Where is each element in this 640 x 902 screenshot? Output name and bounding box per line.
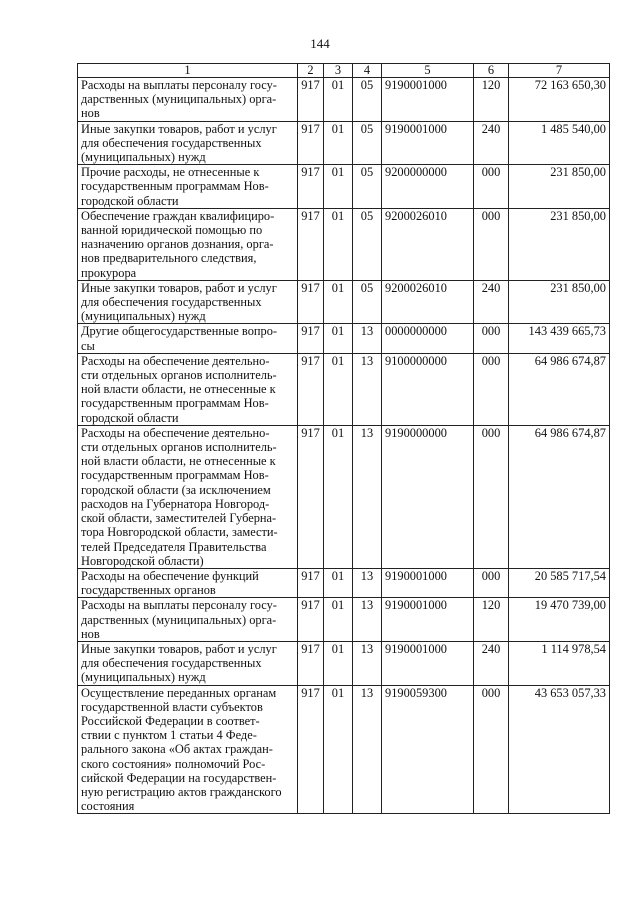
grbs-code-cell: 917 [298,641,324,685]
target-article-cell: 9200026010 [382,280,474,324]
expense-type-cell: 000 [474,353,509,425]
expense-type-cell: 000 [474,324,509,353]
table-row [78,324,610,353]
expense-type-cell: 240 [474,121,509,165]
amount-cell: 143 439 665,73 [509,324,610,353]
amount-cell: 1 485 540,00 [509,121,610,165]
grbs-code-cell: 917 [298,165,324,209]
subsection-code-cell: 05 [353,165,382,209]
subsection-code-cell: 13 [353,598,382,642]
section-code-cell: 01 [324,425,353,568]
section-code-cell: 01 [324,324,353,353]
grbs-code-cell: 917 [298,208,324,280]
amount-cell: 64 986 674,87 [509,425,610,568]
header-col-2: 2 [298,64,324,78]
header-col-7: 7 [509,64,610,78]
subsection-code-cell: 13 [353,353,382,425]
target-article-cell: 9200000000 [382,165,474,209]
amount-cell: 231 850,00 [509,280,610,324]
header-col-5: 5 [382,64,474,78]
expense-type-cell: 000 [474,425,509,568]
target-article-cell: 0000000000 [382,324,474,353]
target-article-cell: 9190000000 [382,425,474,568]
item-name-cell: Расходы на выплаты персоналу госу- дарственных (муниципальных) орга- нов [78,598,298,642]
table-row [78,641,610,685]
header-col-1: 1 [78,64,298,78]
table-row [78,425,610,568]
table-row [78,208,610,280]
item-name-cell: Иные закупки товаров, работ и услуг для обеспечения государственных (муниципальных) нужд [78,641,298,685]
item-name-cell: Расходы на обеспечение деятельно- сти отдельных органов исполнитель- ной власти области, не отнесенные к государственным программам Нов- городской области (за исключением расходов на Губернатора Новгород- ской области, заместителей Губерна- тора Новгородской области, замести- телей Председателя Правительства Новгородской области) [78,425,298,568]
grbs-code-cell: 917 [298,121,324,165]
amount-cell: 19 470 739,00 [509,598,610,642]
expense-type-cell: 120 [474,598,509,642]
item-name-cell: Расходы на обеспечение функций государственных органов [78,568,298,597]
expense-type-cell: 240 [474,280,509,324]
amount-cell: 231 850,00 [509,208,610,280]
item-name-cell: Расходы на обеспечение деятельно- сти отдельных органов исполнитель- ной власти области, не отнесенные к государственным программам Нов- городской области [78,353,298,425]
subsection-code-cell: 05 [353,121,382,165]
grbs-code-cell: 917 [298,685,324,814]
amount-cell: 231 850,00 [509,165,610,209]
item-name-cell: Осуществление переданных органам государственной власти субъектов Российской Федерации в соответ- ствии с пунктом 1 статьи 4 Феде- рального закона «Об актах граждан- ского состояния» полномочий Рос- сийской Федерации на государствен- ную регистрацию актов гражданского состояния [78,685,298,814]
table-row [78,353,610,425]
subsection-code-cell: 13 [353,425,382,568]
section-code-cell: 01 [324,280,353,324]
subsection-code-cell: 05 [353,208,382,280]
item-name-cell: Расходы на выплаты персоналу госу- дарственных (муниципальных) орга- нов [78,78,298,122]
amount-cell: 1 114 978,54 [509,641,610,685]
budget-table [77,63,610,814]
subsection-code-cell: 13 [353,685,382,814]
section-code-cell: 01 [324,208,353,280]
target-article-cell: 9190001000 [382,568,474,597]
table-row [78,568,610,597]
expense-type-cell: 120 [474,78,509,122]
section-code-cell: 01 [324,353,353,425]
item-name-cell: Обеспечение граждан квалифициро- ванной юридической помощью по назначению органов дознания, орга- нов предварительного следствия, прокурора [78,208,298,280]
amount-cell: 20 585 717,54 [509,568,610,597]
header-col-4: 4 [353,64,382,78]
amount-cell: 64 986 674,87 [509,353,610,425]
subsection-code-cell: 05 [353,280,382,324]
grbs-code-cell: 917 [298,353,324,425]
table-row [78,280,610,324]
grbs-code-cell: 917 [298,324,324,353]
target-article-cell: 9190001000 [382,121,474,165]
item-name-cell: Иные закупки товаров, работ и услуг для обеспечения государственных (муниципальных) нужд [78,121,298,165]
item-name-cell: Другие общегосударственные вопро- сы [78,324,298,353]
grbs-code-cell: 917 [298,598,324,642]
expense-type-cell: 000 [474,568,509,597]
item-name-cell: Иные закупки товаров, работ и услуг для обеспечения государственных (муниципальных) нужд [78,280,298,324]
subsection-code-cell: 13 [353,641,382,685]
amount-cell: 43 653 057,33 [509,685,610,814]
target-article-cell: 9200026010 [382,208,474,280]
table-row [78,121,610,165]
table-row [78,165,610,209]
page-number: 144 [310,36,330,51]
section-code-cell: 01 [324,78,353,122]
expense-type-cell: 000 [474,208,509,280]
grbs-code-cell: 917 [298,78,324,122]
table-row [78,685,610,814]
item-name-cell: Прочие расходы, не отнесенные к государственным программам Нов- городской области [78,165,298,209]
expense-type-cell: 000 [474,685,509,814]
subsection-code-cell: 13 [353,568,382,597]
expense-type-cell: 000 [474,165,509,209]
subsection-code-cell: 05 [353,78,382,122]
grbs-code-cell: 917 [298,280,324,324]
grbs-code-cell: 917 [298,568,324,597]
section-code-cell: 01 [324,165,353,209]
grbs-code-cell: 917 [298,425,324,568]
amount-cell: 72 163 650,30 [509,78,610,122]
target-article-cell: 9190001000 [382,598,474,642]
section-code-cell: 01 [324,568,353,597]
subsection-code-cell: 13 [353,324,382,353]
section-code-cell: 01 [324,685,353,814]
table-row [78,598,610,642]
header-col-3: 3 [324,64,353,78]
section-code-cell: 01 [324,598,353,642]
target-article-cell: 9190001000 [382,78,474,122]
section-code-cell: 01 [324,641,353,685]
section-code-cell: 01 [324,121,353,165]
target-article-cell: 9190001000 [382,641,474,685]
table-header-row [78,64,610,78]
target-article-cell: 9190059300 [382,685,474,814]
expense-type-cell: 240 [474,641,509,685]
table-row [78,78,610,122]
target-article-cell: 9100000000 [382,353,474,425]
header-col-6: 6 [474,64,509,78]
